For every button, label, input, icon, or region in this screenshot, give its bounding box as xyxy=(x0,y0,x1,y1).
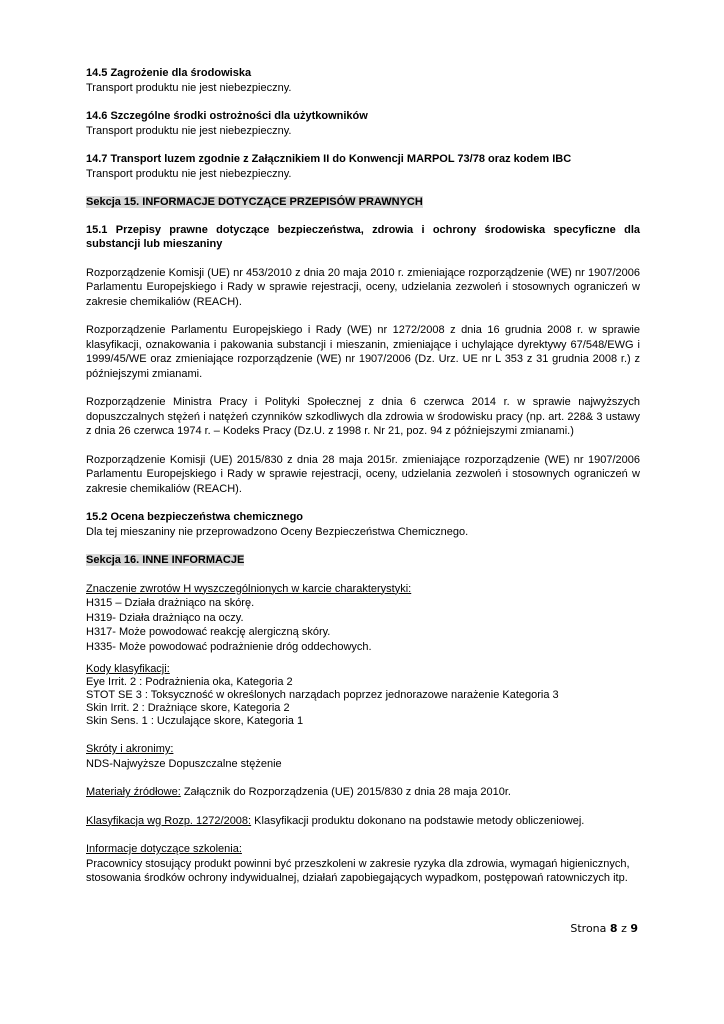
section-14-6-text: Transport produktu nie jest niebezpieczny. xyxy=(86,124,292,137)
page-footer xyxy=(570,922,638,937)
section-15-heading-wrap xyxy=(86,195,640,210)
section-16-heading: Sekcja 16. INNE INFORMACJE xyxy=(86,554,245,566)
classification-label: Klasyfikacja wg Rozp. 1272/2008: xyxy=(86,814,252,827)
section-16-heading-wrap xyxy=(86,553,640,568)
abbreviations-text: NDS-Najwyższe Dopuszczalne stężenie xyxy=(86,757,282,770)
section-15-heading: Sekcja 15. INFORMACJE DOTYCZĄCE PRZEPISÓW PRAWNYCH xyxy=(86,196,423,208)
sources-line xyxy=(86,785,640,800)
code-item: Eye Irrit. 2 : Podrażnienia oka, Kategoria 2 xyxy=(86,676,293,688)
h-phrase-item: H317- Może powodować reakcję alergiczną skóry. xyxy=(86,626,331,638)
section-14-7-title: 14.7 Transport luzem zgodnie z Załącznikiem II do Konwencji MARPOL 73/78 oraz kodem IBC xyxy=(86,153,572,165)
document-page xyxy=(86,66,640,886)
page-total: 9 xyxy=(630,922,638,935)
section-14-7-text: Transport produktu nie jest niebezpieczny. xyxy=(86,167,292,180)
section-15-2-title: 15.2 Ocena bezpieczeństwa chemicznego xyxy=(86,511,304,523)
section-15-1-title-line1: 15.1 Przepisy prawne dotyczące bezpieczeństwa, zdrowia i ochrony środowiska specyficzne dla xyxy=(86,223,640,236)
classification-codes-block xyxy=(86,663,640,728)
section-14-5-text: Transport produktu nie jest niebezpieczny. xyxy=(86,81,292,94)
regulation-paragraph: Rozporządzenie Komisji (UE) nr 453/2010 z dnia 20 maja 2010 r. zmieniające rozporządzenie (WE) nr 1907/2006 Parlamentu Europejskiego i Rady w sprawie rejestracji, oceny, udzielania zezwoleń i stosownych ograniczeń w zakresie chemikaliów (REACH). xyxy=(86,266,640,308)
h-phrases-title: Znaczenie zwrotów H wyszczególnionych w karcie charakterystyki: xyxy=(86,582,412,595)
abbreviations-title: Skróty i akronimy: xyxy=(86,743,174,755)
codes-title: Kody klasyfikacji: xyxy=(86,663,170,675)
h-phrase-item: H315 – Działa drażniąco na skórę. xyxy=(86,597,255,609)
classification-line xyxy=(86,814,640,829)
classification-text: Klasyfikacji produktu dokonano na podstawie metody obliczeniowej. xyxy=(251,814,585,827)
sources-text: Załącznik do Rozporządzenia (UE) 2015/830 z dnia 28 maja 2010r. xyxy=(180,786,511,798)
page-of-label: z xyxy=(621,922,627,935)
code-item: Skin Irrit. 2 : Drażniące skore, Kategoria 2 xyxy=(86,702,290,714)
regulation-paragraph: Rozporządzenie Komisji (UE) 2015/830 z dnia 28 maja 2015r. zmieniające rozporządzenie (WE) nr 1907/2006 Parlamentu Europejskiego i Rady w sprawie rejestracji, oceny, udzielania zezwoleń i stosownych ograniczeń w zakresie chemikaliów (REACH). xyxy=(86,453,640,495)
regulation-paragraph: Rozporządzenie Ministra Pracy i Polityki Społecznej z dnia 6 czerwca 2014 r. w sprawie najwyższych dopuszczalnych stężeń i natężeń czynników szkodliwych dla zdrowia w środowisku pracy (np. art. 228& 3 ustawy z dnia 26 czerwca 1974 r. – Kodeks Pracy (Dz.U. z 1998 r. Nr 21, poz. 94 z późniejszymi zmianami.) xyxy=(86,396,640,437)
regulation-paragraph: Rozporządzenie Parlamentu Europejskiego i Rady (WE) nr 1272/2008 z dnia 16 grudnia 2008 r. w sprawie klasyfikacji, oznakowania i pakowania substancji i mieszanin, zmieniające i uchylające dyrektywy 67/548/EWG i 1999/45/WE oraz zmieniające rozporządzenie (WE) nr 1907/2006 (Dz. Urz. UE nr L 353 z 31 grudnia 2008 r.) z późniejszymi zmianami. xyxy=(86,324,640,380)
h-phrase-item: H319- Działa drażniąco na oczy. xyxy=(86,611,244,624)
section-15-2-text: Dla tej mieszaniny nie przeprowadzono Oceny Bezpieczeństwa Chemicznego. xyxy=(86,525,469,538)
training-title: Informacje dotyczące szkolenia: xyxy=(86,843,242,855)
section-14-6-title: 14.6 Szczególne środki ostrożności dla użytkowników xyxy=(86,110,368,122)
sources-label: Materiały źródłowe: xyxy=(86,786,181,798)
h-phrase-item: H335- Może powodować podrażnienie dróg oddechowych. xyxy=(86,640,372,653)
page-label: Strona xyxy=(570,922,607,935)
code-item: Skin Sens. 1 : Uczulające skore, Kategoria 1 xyxy=(86,715,304,727)
training-text: Pracownicy stosujący produkt powinni być przeszkoleni w zakresie ryzyka dla zdrowia, wymagań higienicznych, stosowania środków ochrony indywidualnej, działań zapobiegających wypadkom, postępowań ratowniczych itp. xyxy=(86,857,630,884)
code-item: STOT SE 3 : Toksyczność w określonych narządach poprzez jednorazowe narażenie Kategoria 3 xyxy=(86,689,559,701)
section-14-5-title: 14.5 Zagrożenie dla środowiska xyxy=(86,67,252,79)
section-15-1-title-line2: substancji lub mieszaniny xyxy=(86,238,223,250)
page-number: 8 xyxy=(609,922,618,935)
